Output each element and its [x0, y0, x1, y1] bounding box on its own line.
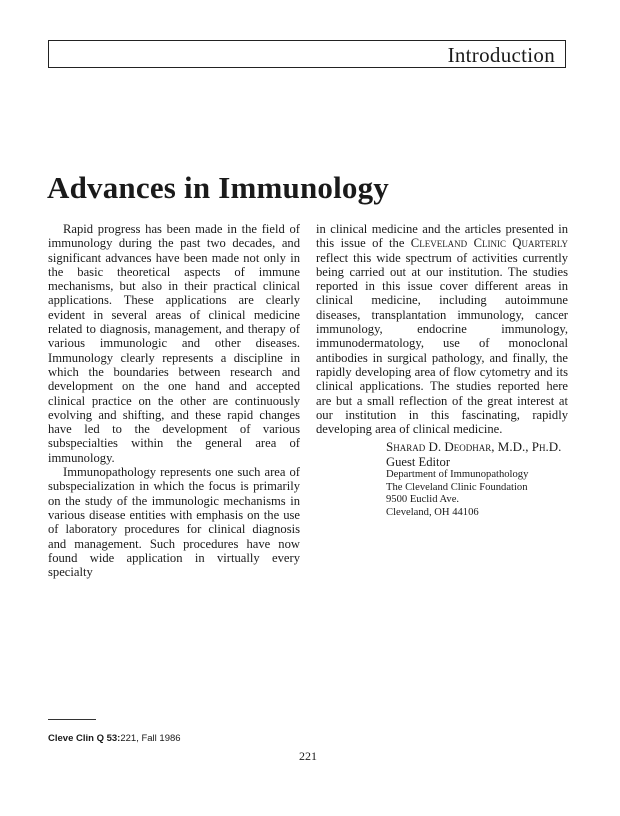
author-role: Guest Editor: [386, 454, 451, 469]
paragraph-2: Immunopathology represents one such area of subspecialization in which the focus is primarily on the study of the immunologic mechanisms in various disease entities with emphasis on the use of laboratory procedures for clinical diagnosis and management. Such procedures have now found wide application in virtually every specialty: [48, 465, 300, 580]
article-title: Advances in Immunology: [47, 170, 390, 205]
citation-issue: 221, Fall 1986: [120, 733, 181, 744]
footnote-rule: [48, 719, 96, 720]
author-degrees: , M.D., Ph.D.: [491, 439, 562, 454]
paragraph-1: Rapid progress has been made in the field of immunology during the past two decades, and significant advances have been made not only in the basic theoretical aspects of immune mechanisms, but also in their practical clinical applications. These applications are clearly evident in several areas of clinical medicine related to diagnosis, management, and therapy of various immunologic and other diseases. Immunology clearly represents a discipline in which the boundaries between research and development on the one hand and accepted clinical practice on the other are continuously evolving and shifting, and these rapid changes have led to the development of various subspecialties within the general area of immunology.: [48, 222, 300, 465]
section-label: Introduction: [447, 43, 555, 67]
column-left: [48, 222, 300, 579]
column-right: [316, 222, 568, 436]
author-signature: [386, 440, 561, 519]
author-name: Sharad D. Deodhar: [386, 439, 492, 454]
citation-volume: 53:: [103, 733, 121, 744]
paragraph-3-end: reflect this wide spectrum of activities currently being carried out at our institution. The studies reported in this issue cover different areas in clinical medicine, including autoimmune diseases, transplantation immunology, cancer immunology, endocrine immunology, immunodermatology, use of monoclonal antibodies in surgical pathology, and finally, the rapidly developing area of flow cytometry and its clinical applications. The studies reported here are but a small reflection of the great interest at our institution in this fascinating, rapidly developing area of clinical medicine.: [316, 250, 568, 437]
author-city: Cleveland, OH 44106: [386, 506, 479, 518]
page-number: 221: [299, 749, 317, 763]
author-institution: The Cleveland Clinic Foundation: [386, 481, 528, 493]
paragraph-3-start: in clinical medicine and the articles presented in this issue of the: [316, 222, 568, 251]
author-department: Department of Immunopathology: [386, 469, 529, 480]
journal-name: Cleveland Clinic Quarterly: [410, 236, 568, 251]
section-header-box: [48, 40, 566, 68]
paragraph-3: [316, 222, 568, 436]
citation-journal: Cleve Clin Q: [48, 733, 104, 744]
author-street: 9500 Euclid Ave.: [386, 494, 460, 505]
citation: [48, 733, 181, 744]
author-name-line: [386, 440, 561, 455]
